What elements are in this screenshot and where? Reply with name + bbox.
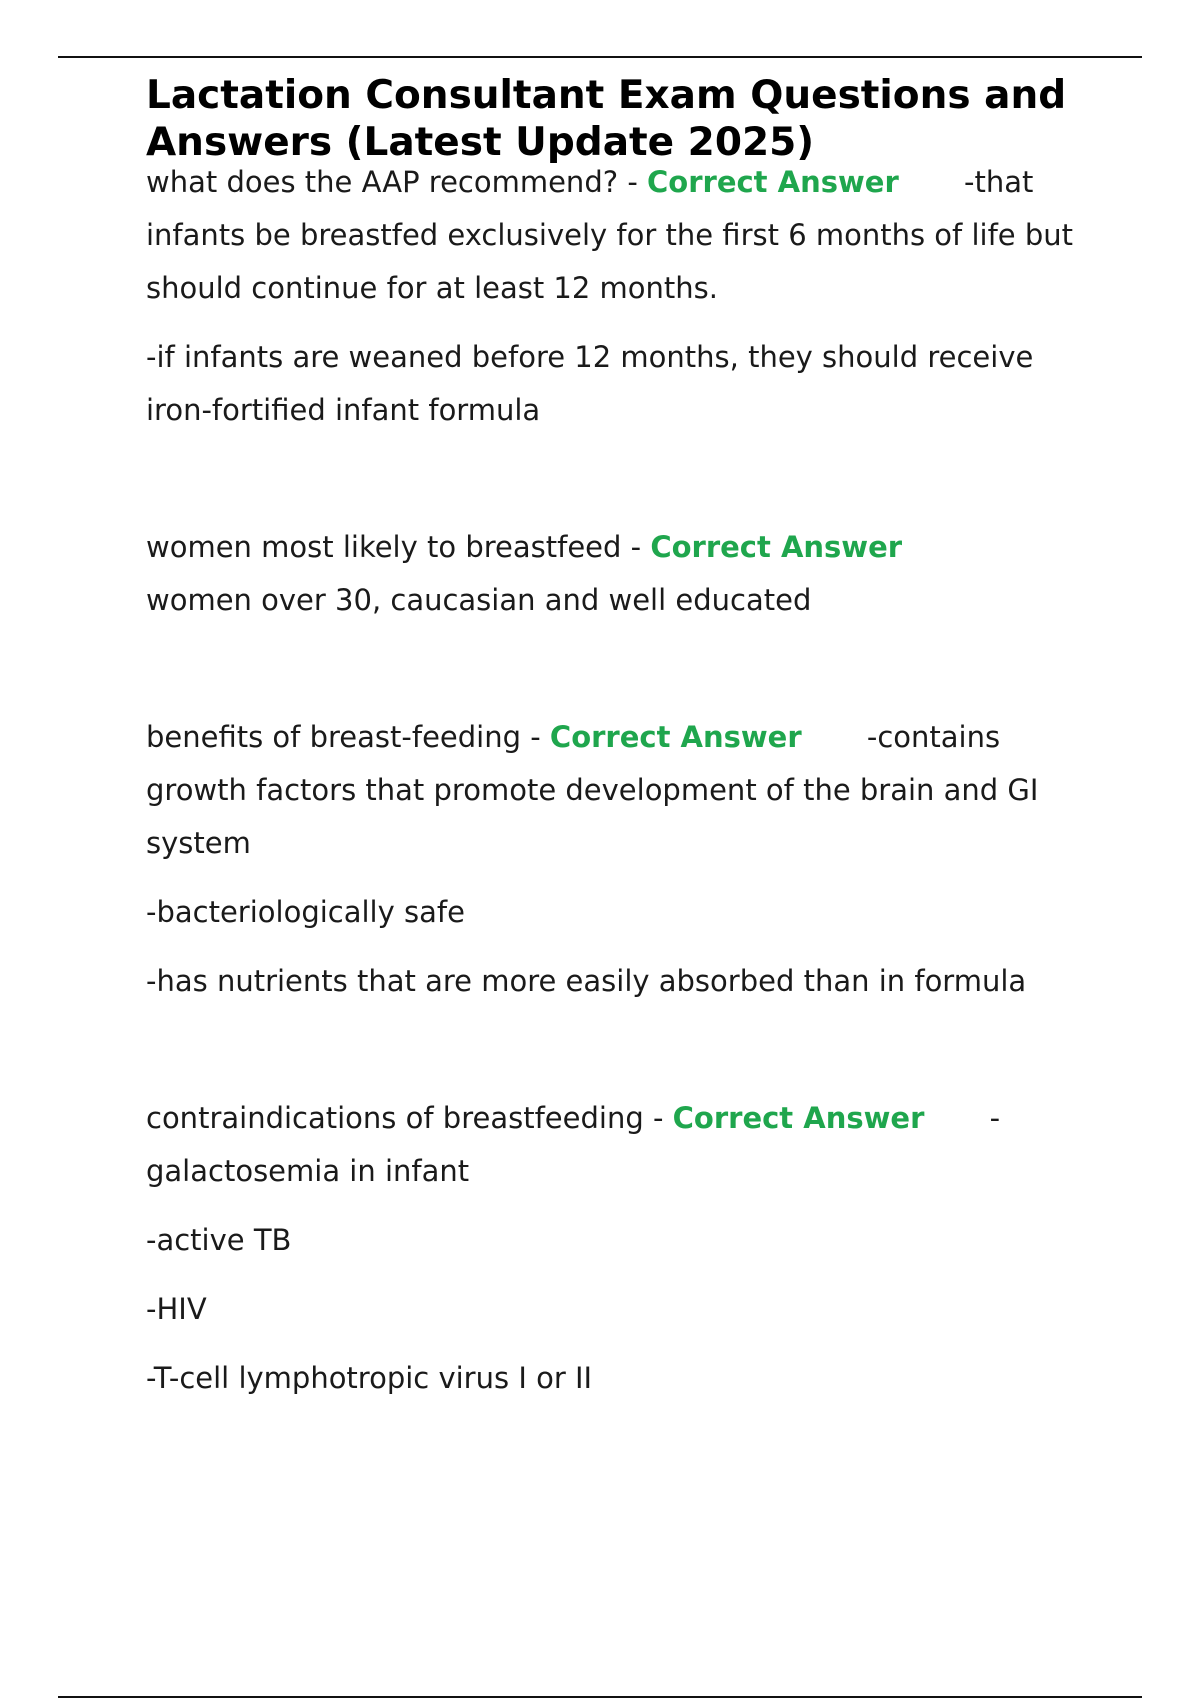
correct-answer-label: Correct Answer (647, 165, 899, 199)
qa-item (146, 156, 1086, 437)
qa-item (146, 1092, 1086, 1405)
correct-answer-label: Correct Answer (549, 720, 802, 754)
answer-line: -has nutrients that are more easily absorbed than in formula (146, 964, 1027, 998)
answer-line: -bacteriologically safe (146, 895, 465, 929)
document-title: Lactation Consultant Exam Questions and Answers (Latest Update 2025) (146, 73, 1067, 165)
qa-first-line (146, 521, 1086, 574)
qa-first-line (146, 156, 1086, 315)
answer-line: -if infants are weaned before 12 months, they should receive iron-fortified infant formula (146, 340, 1034, 427)
correct-answer-label: Correct Answer (650, 530, 903, 564)
answer-line: women over 30, caucasian and well educated (146, 583, 812, 617)
top-rule (58, 56, 1142, 58)
bottom-rule (58, 1696, 1142, 1698)
question-text: benefits of breast-feeding - (146, 720, 541, 754)
qa-first-line (146, 711, 1086, 870)
question-text: what does the AAP recommend? - (146, 165, 638, 199)
correct-answer-label: Correct Answer (672, 1101, 925, 1135)
qa-item (146, 711, 1086, 1008)
answer-text: - galactosemia in infant (146, 1101, 1001, 1188)
question-text: women most likely to breastfeed - (146, 530, 642, 564)
answer-text: -contains growth factors that promote development of the brain and GI system (146, 720, 1039, 860)
answer-text: -that infants be breastfed exclusively for the first 6 months of life but should continue for at least 12 months. (146, 165, 1074, 305)
qa-first-line (146, 1092, 1086, 1198)
question-text: contraindications of breastfeeding - (146, 1101, 664, 1135)
answer-line: -active TB (146, 1223, 292, 1257)
qa-item (146, 521, 1086, 627)
answer-line: -HIV (146, 1292, 207, 1326)
document-body (146, 72, 1086, 1405)
answer-line: -T-cell lymphotropic virus I or II (146, 1361, 593, 1395)
